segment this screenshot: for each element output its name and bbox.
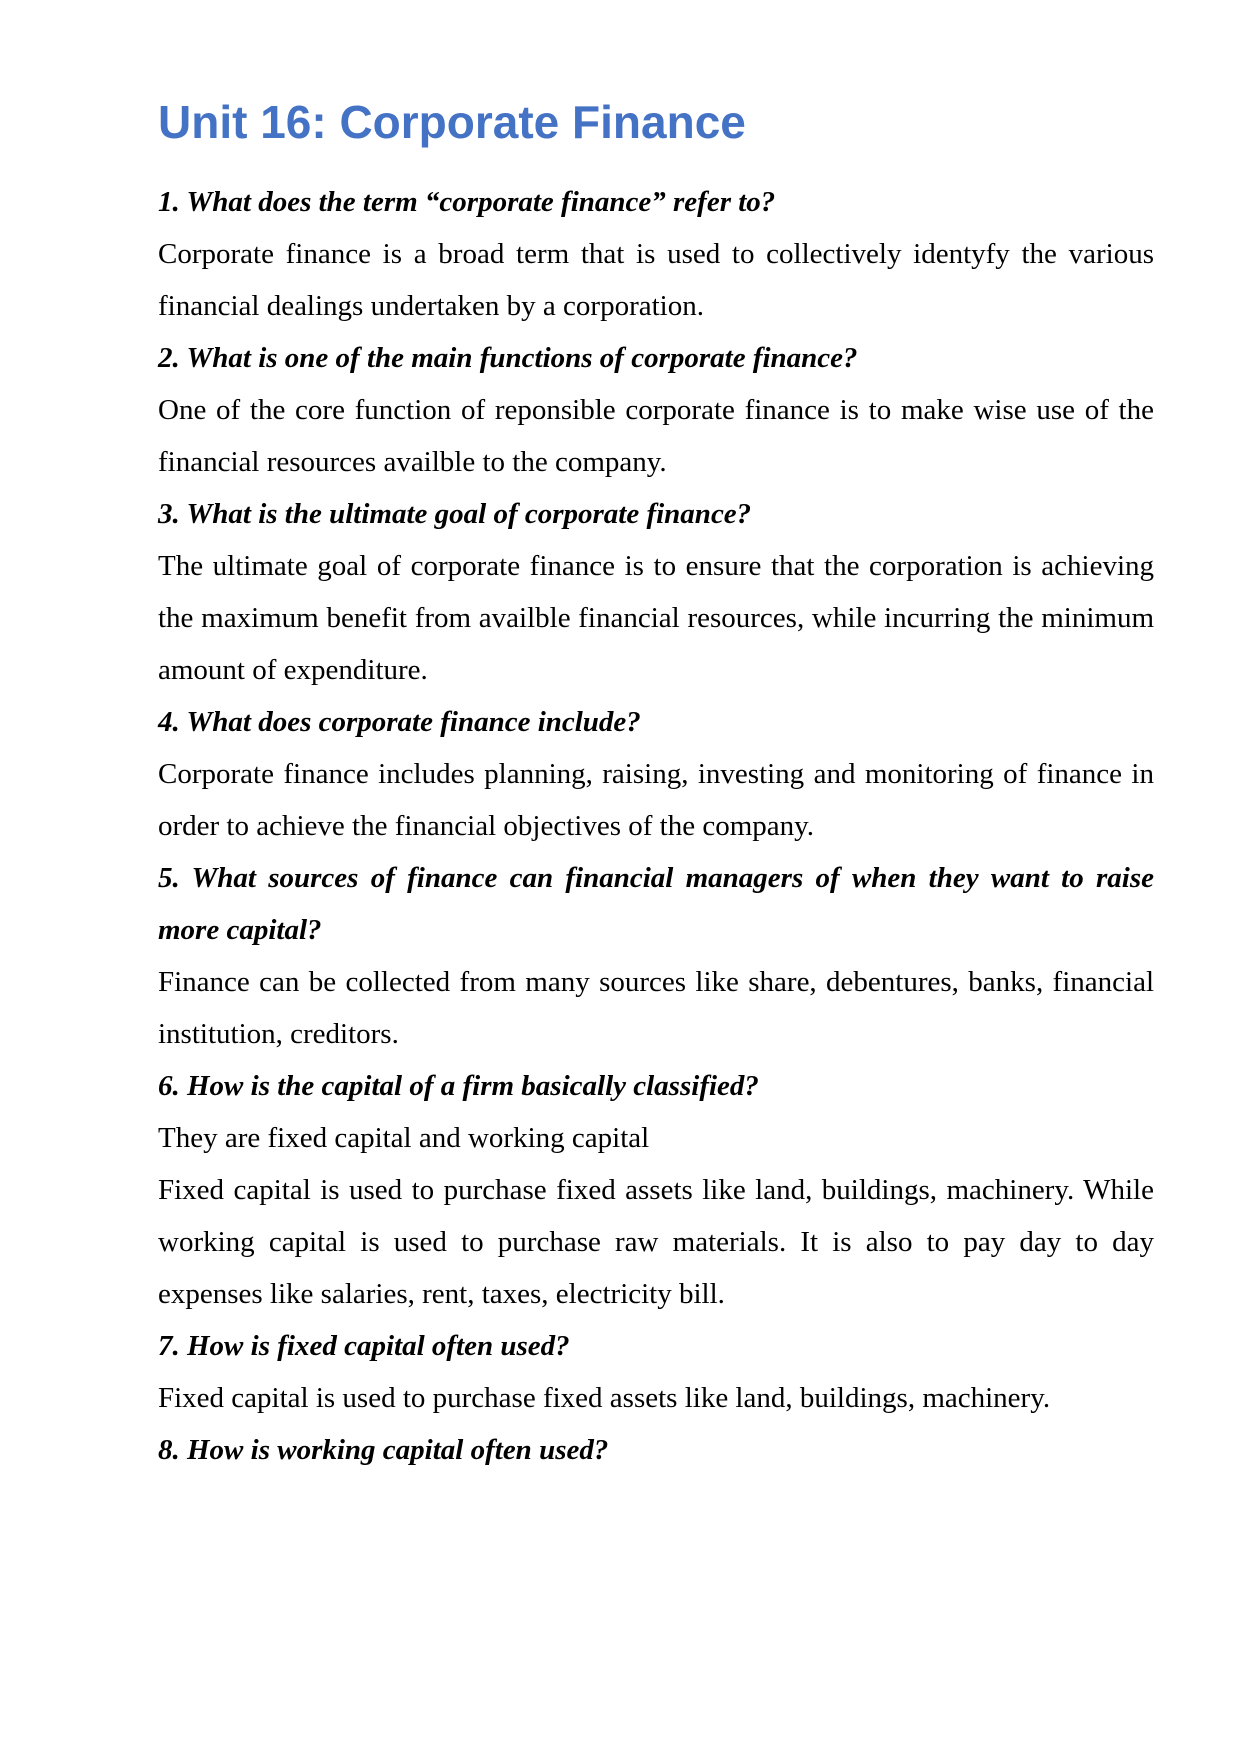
qa-section-5 xyxy=(158,852,1154,1060)
question-text: 7. How is fixed capital often used? xyxy=(158,1330,570,1362)
qa-section-6 xyxy=(158,1060,1154,1320)
qa-section-2 xyxy=(158,332,1154,488)
answer-text: Fixed capital is used to purchase fixed assets like land, buildings, machinery. While working capital is used to purchase raw materials. It is also to pay day to day expenses like salaries, rent, taxes, electricity bill. xyxy=(158,1174,1154,1310)
qa-section-3 xyxy=(158,488,1154,696)
qa-section-4 xyxy=(158,696,1154,852)
question-text: 5. What sources of finance can financial managers of when they want to raise more capital? xyxy=(158,862,1154,946)
answer-text: One of the core function of reponsible corporate finance is to make wise use of the financial resources availble to the company. xyxy=(158,394,1154,478)
qa-section-1 xyxy=(158,176,1154,332)
answer-text: Fixed capital is used to purchase fixed assets like land, buildings, machinery. xyxy=(158,1382,1051,1414)
question-text: 3. What is the ultimate goal of corporate finance? xyxy=(158,498,752,530)
question-text: 4. What does corporate finance include? xyxy=(158,706,641,738)
question-text: 8. How is working capital often used? xyxy=(158,1434,609,1466)
question-text: 6. How is the capital of a firm basically classified? xyxy=(158,1070,759,1102)
qa-section-7 xyxy=(158,1320,1154,1424)
answer-text: Finance can be collected from many sources like share, debentures, banks, financial institution, creditors. xyxy=(158,966,1154,1050)
answer-text: Corporate finance is a broad term that is used to collectively identyfy the various financial dealings undertaken by a corporation. xyxy=(158,238,1154,322)
question-text: 2. What is one of the main functions of corporate finance? xyxy=(158,342,858,374)
question-text: 1. What does the term “corporate finance” refer to? xyxy=(158,186,776,218)
answer-text: They are fixed capital and working capital xyxy=(158,1122,650,1154)
page-title: Unit 16: Corporate Finance xyxy=(158,96,746,148)
answer-text: The ultimate goal of corporate finance is to ensure that the corporation is achieving the maximum benefit from availble financial resources, while incurring the minimum amount of expenditure. xyxy=(158,550,1154,686)
answer-text: Corporate finance includes planning, raising, investing and monitoring of finance in order to achieve the financial objectives of the company. xyxy=(158,758,1154,842)
qa-section-8 xyxy=(158,1424,1154,1476)
